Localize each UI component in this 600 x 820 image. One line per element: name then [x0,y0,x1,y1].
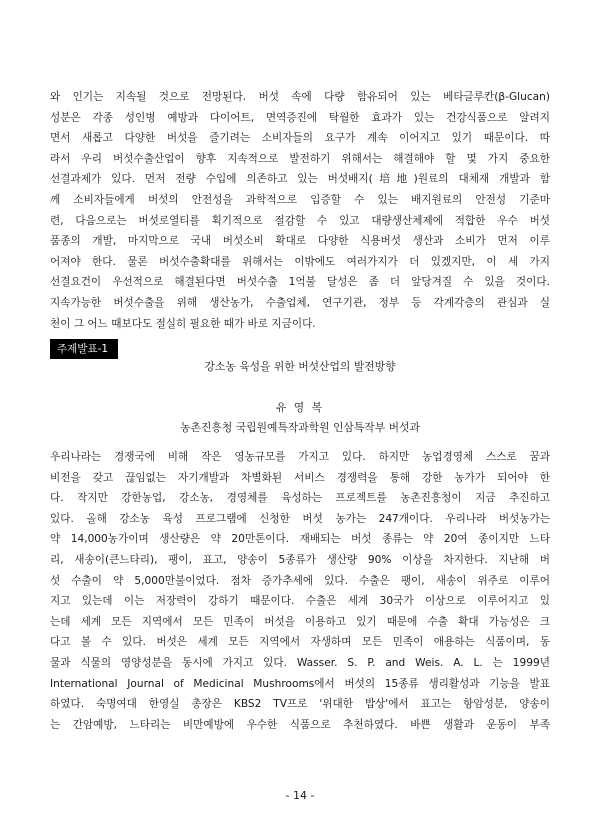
body-paragraph-2 [50,447,550,735]
paragraph-line: 리, 새송이(큰느타리), 팽이, 표고, 양송이 5종류가 생산량 90% 이상을 차지한다. 지난해 버 [50,553,550,566]
paragraph-line: 약 14,000농가이며 생산량은 약 20만톤이다. 재배되는 버섯 종류는 약 20여 종이지만 느타 [50,533,550,546]
paragraph-line: 천이 그 어느 때보다도 절실히 필요한 때가 바로 지금이다. [50,317,316,330]
paragraph-line: 성분은 각종 성인병 예방과 다이어트, 면역증진에 탁월한 효과가 있는 건강식품으로 알려지 [50,111,550,124]
paragraph-line: 섯 수출이 약 5,000만불이었다. 점차 증가추세에 있다. 수출은 팽이, 새송이 위주로 이루어 [50,574,550,587]
talk-title: 강소농 육성을 위한 버섯산업의 발전방향 [204,360,396,373]
body-paragraph-1 [50,87,550,334]
paragraph-line: 있다. 올해 강소농 육성 프로그램에 신청한 버섯 농가는 247개이다. 우리나라 버섯농가는 [50,512,550,525]
paragraph-line: 어져야 한다. 물론 버섯수출확대를 위해서는 이밖에도 여러가지가 더 있겠지만, 이 세 가지 [50,255,550,268]
paragraph-line: 지고 있는데 이는 저장력이 강하기 때문이다. 수출은 세계 30국가 이상으로 이루어지고 있 [50,595,550,608]
paragraph-line: 께 소비자들에게 버섯의 안전성을 과학적으로 입증할 수 있는 배지원료의 안전성 기준마 [50,193,550,206]
speaker-name: 유 영 복 [275,401,325,414]
paragraph-line: 품종의 개발, 마지막으로 국내 버섯소비 확대로 다양한 식용버섯 생산과 소비가 먼저 이루 [50,235,550,248]
paragraph-line: 면서 새롭고 다양한 버섯을 즐기려는 소비자들의 요구가 계속 이어지고 있기 때문이다. 따 [50,132,550,145]
paragraph-line: 련, 다음으로는 버섯로열티를 획기적으로 절감할 수 있고 대량생산체제에 적합한 우수 버섯 [50,214,550,227]
paragraph-line: 비전을 갖고 끊임없는 자기개발과 차별화된 서비스 경쟁력을 통해 강한 농가가 되어야 한 [50,471,550,484]
paragraph-line: 지속가능한 버섯수출을 위해 생산농가, 수출업체, 연구기관, 정부 등 각계각층의 관심과 실 [50,296,550,309]
page-number: - 14 - [285,789,315,802]
paragraph-line: 다. 작지만 강한농업, 강소농, 경영체를 육성하는 프로젝트를 농촌진흥청이 지금 추진하고 [50,492,550,505]
paragraph-line: 라서 우리 버섯수출산업이 향후 지속적으로 발전하기 위해서는 해결해야 할 몇 가지 중요한 [50,152,550,165]
paragraph-line: International Journal of Medicinal Mushrooms에서 버섯의 15종류 생리활성과 기능을 발표 [50,677,550,690]
paragraph-line: 다고 볼 수 있다. 버섯은 세계 모든 지역에서 자생하며 모든 민족이 애용하는 식품이며, 동 [50,636,550,649]
paragraph-line: 물과 식물의 영양성분을 동시에 가지고 있다. Wasser. S. P. and Weis. A. L. 는 1999년 [50,656,550,669]
paragraph-line: 선결요건이 우선적으로 해결된다면 버섯수출 1억불 달성은 좀 더 앞당겨질 수 있을 것이다. [50,276,550,289]
speaker-affiliation: 농촌진흥청 국립원예특작과학원 인삼특작부 버섯과 [180,421,420,434]
section-tag: 주제발표-1 [50,339,118,359]
paragraph-line: 와 인기는 지속될 것으로 전망된다. 버섯 속에 다량 함유되어 있는 베타글루칸(β-Glucan) [50,91,550,103]
paragraph-line: 선결과제가 있다. 먼저 전량 수입에 의존하고 있는 버섯배지(培地)원료의 대체재 개발과 함 [50,173,550,186]
paragraph-line: 하였다. 숙명여대 한영실 총장은 KBS2 TV프로 '위대한 밥상'에서 표고는 항암성분, 양송이 [50,698,550,711]
paragraph-line: 우리나라는 경쟁국에 비해 작은 영농규모를 가지고 있다. 하지만 농업경영체 스스로 꿈과 [50,451,550,463]
paragraph-line: 는데 세계 모든 지역에서 모든 민족이 버섯을 이용하고 있기 때문에 수출 확대 가능성은 크 [50,615,550,628]
paragraph-line: 는 간암예방, 느타리는 비만예방에 우수한 식품으로 추천하였다. 바쁜 생활과 운동이 부족 [50,718,550,731]
